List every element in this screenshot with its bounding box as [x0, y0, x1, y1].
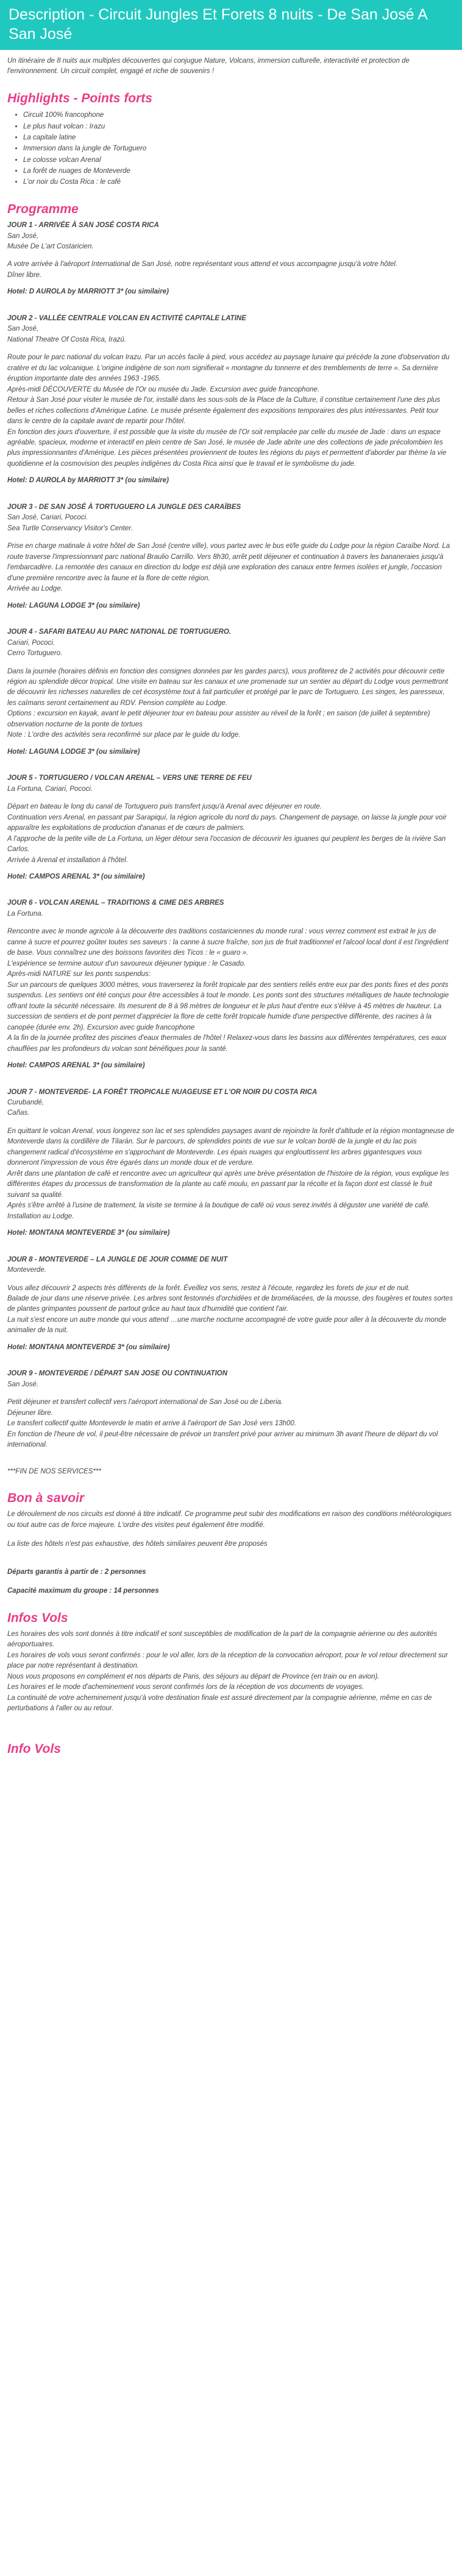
- day-title: JOUR 4 - SAFARI BATEAU AU PARC NATIONAL DE TORTUGUERO.: [7, 628, 231, 636]
- bon-a-savoir-paragraph: Le déroulement de nos circuits est donné à titre indicatif. Ce programme peut subir des modifications en raison des conditions météorologiques ou tout autre cas de force majeure. L'ordre des visites peut également être modifié.: [7, 1511, 452, 1529]
- info-vols-section: [7, 1741, 455, 1757]
- day-paragraph: Installation au Lodge.: [7, 1212, 74, 1220]
- day-block: [7, 898, 455, 1071]
- infos-vols-paragraph: Nous vous proposons en complément et nos départs de Paris, des séjours au départ de Province (en train ou en avion).: [7, 1672, 380, 1680]
- day-location: Curubandé,: [7, 1098, 44, 1106]
- day-paragraph: Rencontre avec le monde agricole à la découverte des traditions costariciennes du monde rural : vous verrez comment est extrait le jus de canne à sucre et pourrez goûter toutes ses saveurs : la canne à sucre fraîche, son jus de fruit traditionnel et l'alcool local dont il est l'ingrédient de base. Vous connaîtrez une des boissons favorites des Ticos : le « guaro ».: [7, 928, 449, 957]
- day-paragraph: Dans la journée (horaires définis en fonction des consignes données par les gardes parcs), vous profiterez de 2 activités pour découvrir cette région au splendide décor tropical. Une visite en bateau sur les canaux et une promenade sur un sentier au départ du Lodge vous permettront de découvrir les richesses naturelles de cet écosystème tout à fait particulier et protégé par le parc de Tortuguero. Les singes, les paresseux, les caïmans seront certainement au RDV. Pension complète au Lodge.: [7, 667, 449, 707]
- day-hotel: Hotel: D AUROLA by MARRIOTT 3* (ou similaire): [7, 477, 169, 485]
- content: [0, 56, 462, 1757]
- day-paragraph: Départ en bateau le long du canal de Tortuguero puis transfert jusqu'à Arenal avec déjeuner en route.: [7, 803, 322, 811]
- day-hotel: Hotel: CAMPOS ARENAL 3* (ou similaire): [7, 1062, 145, 1070]
- day-block: [7, 1369, 455, 1450]
- day-paragraph: Route pour le parc national du volcan Irazu. Par un accès facile à pied, vous accédez au paysage lunaire qui précède la zone d'observation du cratère et du lac volcanique. L'origine indigène de son nom signifierait « montagne du tonnerre et des tremblements de terre ». Sa dernière éruption importante date des années 1963 -1965.: [7, 354, 450, 383]
- programme-heading: Programme: [7, 202, 79, 216]
- end-of-services: ***FIN DE NOS SERVICES***: [7, 1467, 101, 1475]
- day-paragraph: Déjeuner libre.: [7, 1409, 53, 1417]
- day-title: JOUR 7 - MONTEVERDE- LA FORÊT TROPICALE NUAGEUSE ET L'OR NOIR DU COSTA RICA: [7, 1088, 318, 1096]
- highlight-item: • Le colosse volcan Arenal: [23, 155, 455, 166]
- day-location: Cariari, Pococi.: [7, 639, 55, 647]
- day-location: San José, Cariari, Pococi.: [7, 514, 88, 522]
- day-paragraph: Retour à San José pour visiter le musée de l'or, installé dans les sous-sols de la Place de la Culture, il constitue certainement l'une des plus belles et riches collections d'Amérique Latine. Le musée présente également des expositions temporaires des plus intéressantes. Petit tour dans le centre de la capitale avant de repartir pour l'hôtel.: [7, 396, 441, 426]
- day-location: La Fortuna, Cariari, Pococi.: [7, 785, 93, 793]
- day-location: La Fortuna.: [7, 910, 43, 918]
- infos-vols-paragraph: Les horaires et le mode d'acheminement vous seront confirmés lors de la réception de vos documents de voyages.: [7, 1683, 364, 1691]
- day-paragraph: Dîner libre.: [7, 271, 42, 279]
- day-block: [7, 220, 455, 298]
- day-paragraph: Le transfert collectif quitte Monteverde le matin et arrive à l'aéroport de San José vers 13h00.: [7, 1420, 296, 1428]
- infos-vols-paragraph: Les horaires des vols sont donnés à titre indicatif et sont susceptibles de modification de la part de la compagnie aérienne ou des autorités aéroportuaires.: [7, 1630, 438, 1649]
- day-hotel: Hotel: CAMPOS ARENAL 3* (ou similaire): [7, 873, 145, 881]
- day-title: JOUR 5 - TORTUGUERO / VOLCAN ARENAL – VERS UNE TERRE DE FEU: [7, 774, 252, 782]
- day-hotel: Hotel: LAGUNA LODGE 3* (ou similaire): [7, 602, 140, 609]
- day-paragraph: Arrivée à Arenal et installation à l'hôtel.: [7, 856, 129, 864]
- day-location: Sea Turtle Conservancy Visitor's Center.: [7, 524, 133, 532]
- day-hotel: Hotel: LAGUNA LODGE 3* (ou similaire): [7, 748, 140, 756]
- day-paragraph: Prise en charge matinale à votre hôtel de San José (centre ville), vous partez avec le bus et/le guide du Lodge pour la région Caraïbe Nord. La route traverse l'impressionnant parc national Braulio Carrillo. Vers 8h30, arrêt petit déjeuner et continuation à travers les bananeraies jusqu'à l'embarcadère. La remontée des canaux en direction du lodge est déjà une exploration des canaux entre fermes isolées et jungle, l'occasion d'une première rencontre avec la faune et la flore de cette région.: [7, 542, 450, 582]
- day-paragraph: Après s'être arrêté à l'usine de traitement, la visite se termine à la boutique de café où vous serez invités à déguster une variété de café.: [7, 1202, 430, 1210]
- day-paragraph: Options : excursion en kayak, avant le petit déjeuner tour en bateau pour assister au réveil de la forêt ; en saison (de juillet à septembre) observation nocturne de la ponte de tortues: [7, 710, 430, 728]
- highlight-item: • L'or noir du Costa Rica : le café: [23, 177, 455, 188]
- day-title: JOUR 8 - MONTEVERDE – LA JUNGLE DE JOUR COMME DE NUIT: [7, 1255, 228, 1263]
- day-paragraph: Arrêt dans une plantation de café et rencontre avec un agriculteur qui après une brève présentation de l'histoire de la région, vous explique les différentes étapes du processus de transformation de la plante au café moulu, en passant par la récolte et la façon dont est classé le fruit suivant sa qualité.: [7, 1170, 449, 1199]
- day-hotel: Hotel: MONTANA MONTEVERDE 3* (ou similaire): [7, 1229, 170, 1237]
- day-title: JOUR 9 - MONTEVERDE / DÉPART SAN JOSE OU CONTINUATION: [7, 1370, 228, 1378]
- info-vols-heading: Info Vols: [7, 1741, 61, 1756]
- infos-vols-heading: Infos Vols: [7, 1610, 68, 1625]
- day-paragraph: Sur un parcours de quelques 3000 mètres, vous traverserez la forêt tropicale par des sentiers reliés entre eux par des ponts fixes et des ponts suspendus. Les sentiers ont été conçus pour être accessibles à tout le monde. Les ponts sont des structures métalliques de haute technologie offrant toute la sécurité nécessaire. Ils mesurent de 8 à 98 mètres de longueur et le plus haut d'entre eux s'élève à 45 mètres de hauteur. La succession de sentiers et de pont permet d'apprécier la flore de cette forêt tropicale humide d'une perspective différente, des racines à la canopée (durée env. 2h). Excursion avec guide francophone: [7, 981, 449, 1031]
- day-block: [7, 627, 455, 757]
- highlight-item: • Circuit 100% francophone: [23, 110, 455, 121]
- infos-vols-section: [7, 1610, 455, 1714]
- page-title: Description - Circuit Jungles Et Forets 8 nuits - De San José A San José: [0, 0, 462, 50]
- highlight-item: • La forêt de nuages de Monteverde: [23, 166, 455, 177]
- day-location: Monteverde.: [7, 1266, 46, 1274]
- day-paragraph: Arrivée au Lodge.: [7, 585, 63, 593]
- day-paragraph: En fonction des jours d'ouverture, il est possible que la visite du musée de l'Or soit remplacée par celle du musée de Jade : dans un espace agréable, spacieux, moderne et interactif en plein centre de San José, le musée de Jade abrite une des collections de jade précolombien les plus impressionnantes d'Amérique. Les pièces présentées proviennent de toutes les régions du pays et permettent d'aborder par thème la vie quotidienne et la cosmovision des peuples indigènes du Costa Rica ainsi que le travail et le symbolisme du jade.: [7, 428, 447, 468]
- day-paragraph: En quittant le volcan Arenal, vous longerez son lac et ses splendides paysages avant de rejoindre la forêt d'altitude et la région montagneuse de Monteverde dans la cordillère de Tilarán. Sur le parcours, de splendides points de vue sur le volcan bordé de la jungle et du lac puis changement radical d'écosystème en s'approchant de Monteverde. Les épais nuages qui englouttissent les arbres gigantesques vous donneront l'impression de vous être égarés dans un monde doux et de verdure.: [7, 1127, 455, 1167]
- highlights-list: [7, 110, 455, 188]
- day-location: Cerro Tortuguero.: [7, 650, 63, 658]
- day-hotel: Hotel: MONTANA MONTEVERDE 3* (ou similaire): [7, 1343, 170, 1351]
- day-block: [7, 1255, 455, 1353]
- day-location: San José,: [7, 232, 39, 240]
- day-paragraph: Petit déjeuner et transfert collectif vers l'aéroport international de San José ou de Liberia.: [7, 1399, 283, 1406]
- day-location: San José.: [7, 1380, 39, 1388]
- programme-days: [7, 220, 455, 1451]
- day-paragraph: Balade de jour dans une réserve privée. Les arbres sont festonnés d'orchidées et de broméliacées, de la mousse, des fougères et toutes sortes de plantes grimpantes poussent de partout grâce au haut taux d'humidité que contient l'air.: [7, 1295, 453, 1313]
- infos-vols-paragraph: Les horaires de vols vous seront confirmés : pour le vol aller, lors de la réception de la convocation aéroport, pour le vol retour directement sur place par notre représentant à destination.: [7, 1651, 448, 1670]
- day-title: JOUR 6 - VOLCAN ARENAL – TRADITIONS & CIME DES ARBRES: [7, 899, 224, 907]
- highlights-heading: Highlights - Points forts: [7, 91, 152, 105]
- intro-text: Un itinéraire de 8 nuits aux multiples découvertes qui conjugue Nature, Volcans, immersion culturelle, interactivité et protection de l'environnement. Un circuit complet, engagé et riche de souvenirs !: [7, 57, 410, 75]
- capacite-maximum: Capacité maximum du groupe : 14 personnes: [7, 1587, 159, 1595]
- day-block: [7, 1087, 455, 1239]
- day-title: JOUR 3 - DE SAN JOSÉ À TORTUGUERO LA JUNGLE DES CARAÏBES: [7, 503, 241, 511]
- day-paragraph: Après-midi NATURE sur les ponts suspendus:: [7, 970, 151, 978]
- departs-garantis: Départs garantis à partir de : 2 personnes: [7, 1568, 146, 1576]
- day-location: San José,: [7, 325, 39, 333]
- day-paragraph: Note : L'ordre des activités sera reconfirmé sur place par le guide du lodge.: [7, 731, 241, 739]
- day-paragraph: A votre arrivée à l'aéroport International de San José, notre représentant vous attend et vous accompagne jusqu'à votre hôtel.: [7, 261, 398, 268]
- day-paragraph: Vous allez découvrir 2 aspects très différents de la forêt. Éveillez vos sens, restez à l'écoute, regardez les forets de jour et de nuit.: [7, 1284, 410, 1292]
- day-location: Cañas.: [7, 1109, 30, 1117]
- day-location: National Theatre Of Costa Rica, Irazú.: [7, 335, 126, 343]
- bon-a-savoir-paragraph: La liste des hôtels n'est pas exhaustive, des hôtels similaires peuvent être proposés: [7, 1540, 268, 1548]
- day-paragraph: L'expérience se termine autour d'un savoureux déjeuner typique : le Casado.: [7, 960, 246, 967]
- day-paragraph: A la fin de la journée profitez des piscines d'eaux thermales de l'hôtel ! Relaxez-vous dans les bassins aux différentes températures, ces eaux chauffées par les profondeurs du volcan sont bénéfiques pour la santé.: [7, 1034, 447, 1053]
- day-hotel: Hotel: D AUROLA by MARRIOTT 3* (ou similaire): [7, 288, 169, 296]
- day-block: [7, 773, 455, 882]
- highlight-item: • La capitale latine: [23, 132, 455, 143]
- day-paragraph: La nuit s'est encore un autre monde qui vous attend …une marche nocturne accompagné de votre guide pour aller à la découverte du monde animalier de la nuit.: [7, 1316, 447, 1335]
- day-paragraph: Après-midi DÉCOUVERTE du Musée de l'Or ou musée du Jade. Excursion avec guide francophone.: [7, 385, 320, 393]
- bon-a-savoir-section: [7, 1490, 455, 1597]
- day-paragraph: A l'approche de la petite ville de La Fortuna, un léger détour sera l'occasion de découvrir les iguanes qui peuplent les berges de la rivière San Carlos.: [7, 835, 446, 854]
- infos-vols-paragraph: La continuité de votre acheminement jusqu'à votre destination finale est assuré directement par la compagnie aérienne, même en cas de perturbations à l'aller ou au retour.: [7, 1694, 432, 1713]
- day-location: Musée De L'art Costaricien.: [7, 242, 94, 250]
- day-paragraph: Continuation vers Arenal, en passant par Sarapiquí, la région agricole du nord du pays. Changement de paysage, on laisse la jungle pour voir apparaître les exploitations de production d'ananas et de cœurs de palmiers.: [7, 813, 447, 832]
- day-block: [7, 502, 455, 611]
- day-block: [7, 314, 455, 486]
- highlight-item: • Immersion dans la jungle de Tortuguero: [23, 143, 455, 154]
- day-paragraph: En fonction de l'heure de vol, il peut-être nécessaire de prévoir un transfert privé pour arriver au minimum 3h avant l'heure de départ du vol international.: [7, 1430, 438, 1449]
- bon-a-savoir-heading: Bon à savoir: [7, 1491, 85, 1506]
- highlight-item: • Le plus haut volcan : Irazu: [23, 121, 455, 132]
- day-title: JOUR 2 - VALLÉE CENTRALE VOLCAN EN ACTIVITÉ CAPITALE LATINE: [7, 314, 246, 322]
- day-title: JOUR 1 - ARRIVÉE À SAN JOSÉ COSTA RICA: [7, 222, 159, 230]
